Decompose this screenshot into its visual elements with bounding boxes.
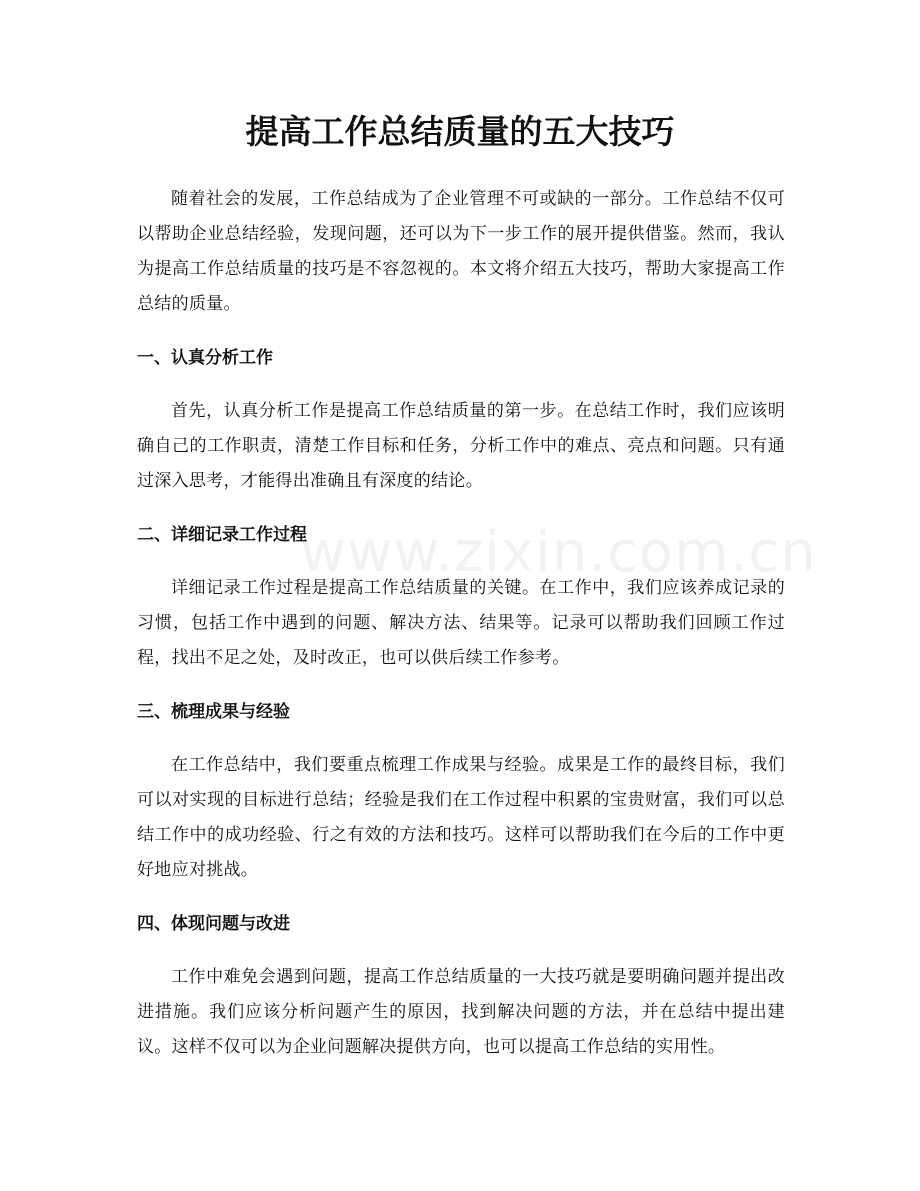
intro-paragraph: 随着社会的发展，工作总结成为了企业管理不可或缺的一部分。工作总结不仅可以帮助企业总结经验，发现问题，还可以为下一步工作的展开提供借鉴。然而，我认为提高工作总结质量的技巧是不容忽视的。本文将介绍五大技巧，帮助大家提高工作总结的质量。: [137, 189, 785, 314]
document-body: [137, 182, 817, 1065]
section-heading-1: 一、认真分析工作: [137, 348, 273, 368]
section-heading-4: 四、体现问题与改进: [137, 914, 290, 934]
section-body-2: 详细记录工作过程是提高工作总结质量的关键。在工作中，我们应该养成记录的习惯，包括工作中遇到的问题、解决方法、结果等。记录可以帮助我们回顾工作过程，找出不足之处，及时改正，也可以供后续工作参考。: [137, 578, 785, 668]
section-body-4: 工作中难免会遇到问题，提高工作总结质量的一大技巧就是要明确问题并提出改进措施。我们应该分析问题产生的原因，找到解决问题的方法，并在总结中提出建议。这样不仅可以为企业问题解决提供方向，也可以提高工作总结的实用性。: [137, 967, 785, 1057]
document-title: 提高工作总结质量的五大技巧: [245, 112, 675, 151]
section-heading-3: 三、梳理成果与经验: [137, 702, 290, 722]
section-heading-2: 二、详细记录工作过程: [137, 525, 307, 545]
section-body-3: 在工作总结中，我们要重点梳理工作成果与经验。成果是工作的最终目标，我们可以对实现的目标进行总结；经验是我们在工作过程中积累的宝贵财富，我们可以总结工作中的成功经验、行之有效的方法和技巧。这样可以帮助我们在今后的工作中更好地应对挑战。: [137, 755, 785, 880]
section-body-1: 首先，认真分析工作是提高工作总结质量的第一步。在总结工作时，我们应该明确自己的工作职责，清楚工作目标和任务，分析工作中的难点、亮点和问题。只有通过深入思考，才能得出准确且有深度的结论。: [137, 401, 785, 491]
watermark: www.zixin.com.cn: [300, 520, 817, 585]
